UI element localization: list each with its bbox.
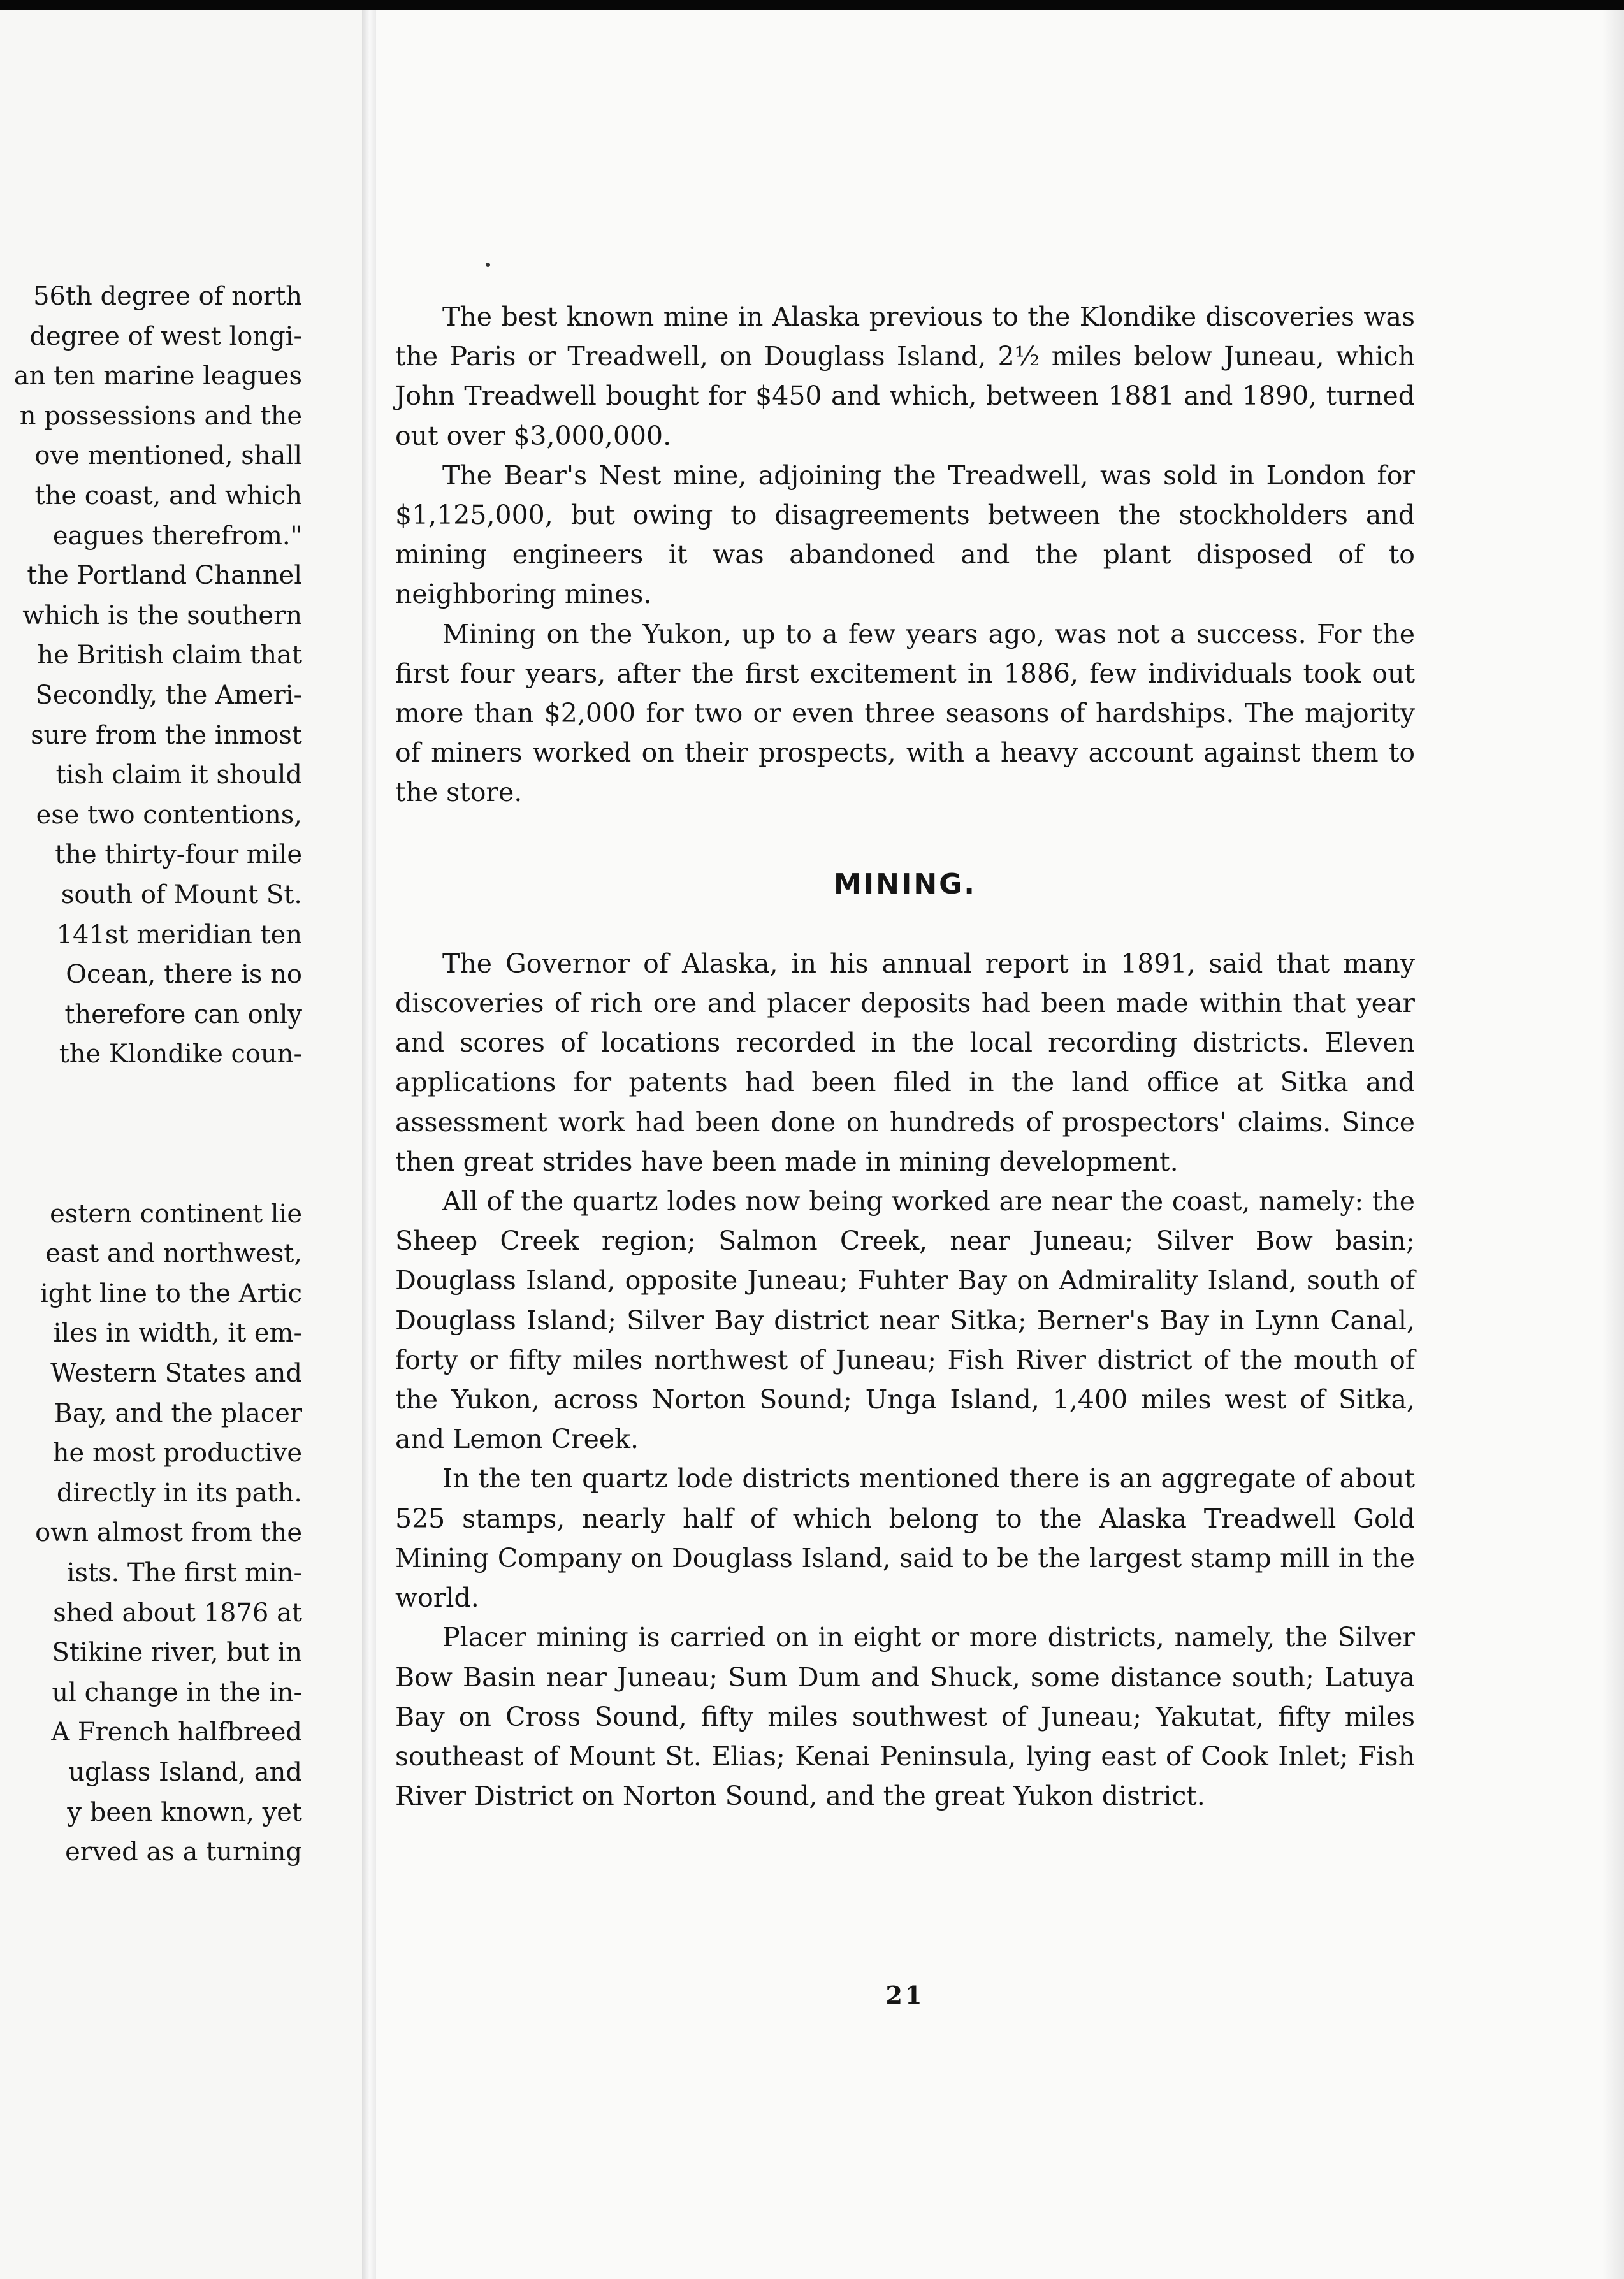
- left-page-line: which is the southern: [22, 600, 302, 630]
- left-page-line: the thirty-four mile: [55, 840, 302, 870]
- left-page-blank-line: [0, 1114, 302, 1154]
- left-page-line: iles in width, it em-: [53, 1319, 302, 1349]
- book-gutter: [362, 10, 376, 2279]
- left-page-line: east and northwest,: [45, 1239, 302, 1269]
- left-page-line: ight line to the Artic: [40, 1278, 302, 1308]
- left-page-line: tish claim it should: [55, 760, 302, 790]
- paragraph-yukon-mining: Mining on the Yukon, up to a few years ago, was not a success. For the first four years, after the first excitement in 1886, few individuals took out more than $2,000 for two or even three seasons of hardships. The majority of miners worked on their prospects, with a heavy account against them to the store.: [395, 618, 1415, 808]
- left-page-line: 141st meridian ten: [56, 920, 302, 950]
- left-page-line: ists. The first min-: [66, 1558, 302, 1588]
- left-page-line: the coast, and which: [34, 481, 302, 510]
- paragraph-bears-nest-mine: The Bear's Nest mine, adjoining the Treadwell, was sold in London for $1,125,000, but owing to disagreements between the stockholders and mining engineers it was abandoned and the plant disposed of to neighboring mines.: [395, 459, 1415, 610]
- left-page-line: Bay, and the placer: [54, 1398, 302, 1428]
- left-page-blank-line: [0, 1154, 302, 1194]
- left-page-line: Western States and: [50, 1359, 302, 1389]
- left-page-line: A French halfbreed: [51, 1718, 302, 1747]
- right-page-body: [395, 297, 1415, 1816]
- page-edge-shadow: [1602, 10, 1624, 2279]
- ink-speck: [486, 263, 490, 267]
- paragraph-stamp-mills: In the ten quartz lode districts mentioned there is an aggregate of about 525 stamps, nearly half of which belong to the Alaska Treadwell Gold Mining Company on Douglass Island, said to be the largest stamp mill in the world.: [395, 1463, 1415, 1614]
- left-page-line: y been known, yet: [67, 1797, 302, 1827]
- left-page-line: Stikine river, but in: [52, 1638, 302, 1668]
- left-page-line: he British claim that: [37, 640, 302, 670]
- left-page-line: degree of west longi-: [29, 321, 302, 351]
- left-page-line: sure from the inmost: [31, 720, 302, 750]
- left-page-line: Secondly, the Ameri-: [35, 680, 302, 710]
- left-page-line: directly in its path.: [56, 1478, 302, 1508]
- left-page-text-column: [0, 277, 302, 1872]
- left-page-line: an ten marine leagues: [13, 361, 302, 391]
- page-number: 21: [885, 1981, 925, 2009]
- section-heading-mining: MINING.: [833, 867, 976, 901]
- left-page: [0, 10, 362, 2279]
- left-page-line: estern continent lie: [50, 1199, 302, 1229]
- left-page-line: erved as a turning: [65, 1837, 302, 1867]
- left-page-line: the Klondike coun-: [59, 1039, 302, 1069]
- left-page-line: n possessions and the: [19, 401, 302, 431]
- left-page-line: shed about 1876 at: [53, 1598, 302, 1628]
- left-page-line: ul change in the in-: [52, 1677, 302, 1707]
- left-page-line: ese two contentions,: [36, 800, 302, 830]
- left-page-line: ove mentioned, shall: [34, 441, 302, 471]
- left-page-line: therefore can only: [64, 999, 302, 1029]
- right-page: [376, 10, 1624, 2279]
- left-page-line: eagues therefrom.": [52, 521, 302, 551]
- left-page-line: the Portland Channel: [27, 561, 302, 591]
- left-page-line: he most productive: [52, 1438, 302, 1468]
- left-page-line: south of Mount St.: [61, 879, 302, 909]
- paragraph-governor-report: The Governor of Alaska, in his annual report in 1891, said that many discoveries of rich ore and placer deposits had been made within that year and scores of locations recorded in the local recording districts. Eleven applications for patents had been filed in the land office at Sitka and assessment work had been done on hundreds of prospectors' claims. Since then great strides have been made in mining development.: [395, 948, 1415, 1177]
- left-page-line: uglass Island, and: [68, 1757, 302, 1787]
- paragraph-placer-mining: Placer mining is carried on in eight or more districts, namely, the Silver Bow Basin near Juneau; Sum Dum and Shuck, some distance south; Latuya Bay on Cross Sound, fifty miles southwest of Juneau; Yakutat, fifty miles southeast of Mount St. Elias; Kenai Peninsula, lying east of Cook Inlet; Fish River District on Norton Sound, and the great Yukon district.: [395, 1622, 1415, 1812]
- paragraph-treadwell-mine: The best known mine in Alaska previous to the Klondike discoveries was the Paris or Treadwell, on Douglass Island, 2½ miles below Juneau, which John Treadwell bought for $450 and which, between 1881 and 1890, turned out over $3,000,000.: [395, 301, 1415, 451]
- left-page-line: 56th degree of north: [33, 282, 302, 311]
- left-page-line: own almost from the: [35, 1518, 302, 1548]
- left-page-line: Ocean, there is no: [66, 960, 302, 990]
- paragraph-quartz-lodes: All of the quartz lodes now being worked are near the coast, namely: the Sheep Creek region; Salmon Creek, near Juneau; Silver Bow basin; Douglass Island, opposite Juneau; Fuhter Bay on Admirality Island, south of Douglass Island; Silver Bay district near Sitka; Berner's Bay in Lynn Canal, forty or fifty miles northwest of Juneau; Fish River district of the mouth of the Yukon, across Norton Sound; Unga Island, 1,400 miles west of Sitka, and Lemon Creek.: [395, 1186, 1415, 1455]
- left-page-blank-line: [0, 1074, 302, 1115]
